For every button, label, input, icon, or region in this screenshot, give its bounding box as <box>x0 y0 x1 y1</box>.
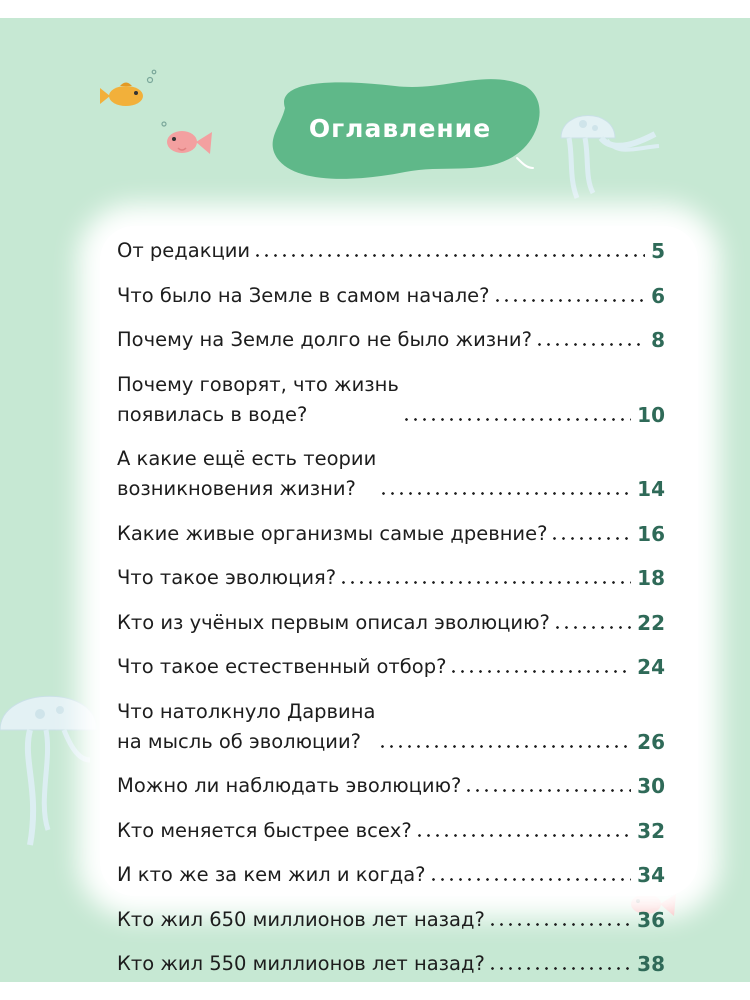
page-title: Оглавление <box>308 113 492 143</box>
toc-item-page-number: 30 <box>637 774 665 798</box>
toc-item-title: Что было на Земле в самом начале? <box>117 283 490 307</box>
toc-item[interactable] <box>117 325 665 355</box>
toc-item-page-number: 24 <box>637 655 665 679</box>
dot-leader <box>464 789 631 792</box>
dot-leader <box>550 537 631 540</box>
toc-item-title: Почему на Земле долго не было жизни? <box>117 328 532 351</box>
toc-item-page-number: 18 <box>637 566 665 590</box>
orange-fish-icon <box>92 66 162 116</box>
toc-item-page-number: 38 <box>637 952 665 976</box>
toc-item-title: Кто жил 550 миллионов лет назад? <box>117 952 485 975</box>
toc-item[interactable] <box>117 281 665 311</box>
dot-leader <box>429 878 632 881</box>
title-badge <box>255 68 545 188</box>
toc-item-title: Что такое естественный отбор? <box>117 655 447 678</box>
toc-item-page-number: 22 <box>637 610 665 635</box>
dot-leader <box>449 670 631 673</box>
toc-item-title: Кто меняется быстрее всех? <box>117 818 412 842</box>
dot-leader <box>488 923 631 926</box>
toc-item[interactable] <box>117 236 665 266</box>
jellyfish-icon <box>0 680 110 850</box>
toc-item[interactable] <box>117 652 665 682</box>
toc-item-title: Какие живые организмы самые древние? <box>117 521 548 545</box>
toc-item-title: Можно ли наблюдать эволюцию? <box>117 774 462 797</box>
dot-leader <box>535 343 645 346</box>
toc-item-title: А какие ещё есть теории возникновения жизни? <box>117 447 377 500</box>
toc-item-title: Что натолкнуло Дарвина на мысль об эволюции? <box>117 699 376 753</box>
toc-item[interactable] <box>117 608 665 638</box>
toc-item[interactable] <box>117 816 665 846</box>
table-of-contents <box>117 236 665 982</box>
dot-leader <box>415 834 631 837</box>
toc-item-title: И кто же за кем жил и когда? <box>117 863 426 886</box>
toc-item[interactable] <box>117 697 665 757</box>
dot-leader <box>402 418 631 421</box>
toc-item-page-number: 6 <box>651 283 665 308</box>
toc-item-title: От редакции <box>117 239 251 262</box>
toc-item-title: Кто из учёных первым описал эволюцию? <box>117 610 550 634</box>
toc-item[interactable] <box>117 860 665 890</box>
toc-item-page-number: 34 <box>637 863 665 887</box>
dot-leader <box>488 967 631 970</box>
toc-item[interactable] <box>117 519 665 549</box>
toc-item-page-number: 26 <box>637 729 665 754</box>
toc-item-page-number: 10 <box>637 402 665 427</box>
toc-item-page-number: 5 <box>651 239 665 263</box>
toc-item[interactable] <box>117 771 665 801</box>
dot-leader <box>378 745 631 748</box>
toc-item-page-number: 32 <box>637 818 665 843</box>
toc-item-page-number: 16 <box>637 521 665 546</box>
toc-item-title: Кто жил 650 миллионов лет назад? <box>117 907 485 931</box>
jellyfish-icon <box>555 98 665 208</box>
dot-leader <box>493 299 646 302</box>
toc-item-page-number: 36 <box>637 907 665 932</box>
dot-leader <box>379 492 631 495</box>
dot-leader <box>553 626 631 629</box>
dot-leader <box>253 254 645 257</box>
toc-item-page-number: 14 <box>637 477 665 501</box>
toc-item-title: Почему говорят, что жизнь появилась в воде? <box>117 372 399 426</box>
toc-item-title: Что такое эволюция? <box>117 566 337 589</box>
pink-fish-icon <box>158 118 218 163</box>
toc-item[interactable] <box>117 444 665 504</box>
toc-item[interactable] <box>117 905 665 935</box>
dot-leader <box>339 581 631 584</box>
toc-item[interactable] <box>117 563 665 593</box>
toc-item[interactable] <box>117 949 665 979</box>
toc-item[interactable] <box>117 370 665 430</box>
book-page <box>0 18 750 982</box>
toc-item-page-number: 8 <box>651 328 665 352</box>
